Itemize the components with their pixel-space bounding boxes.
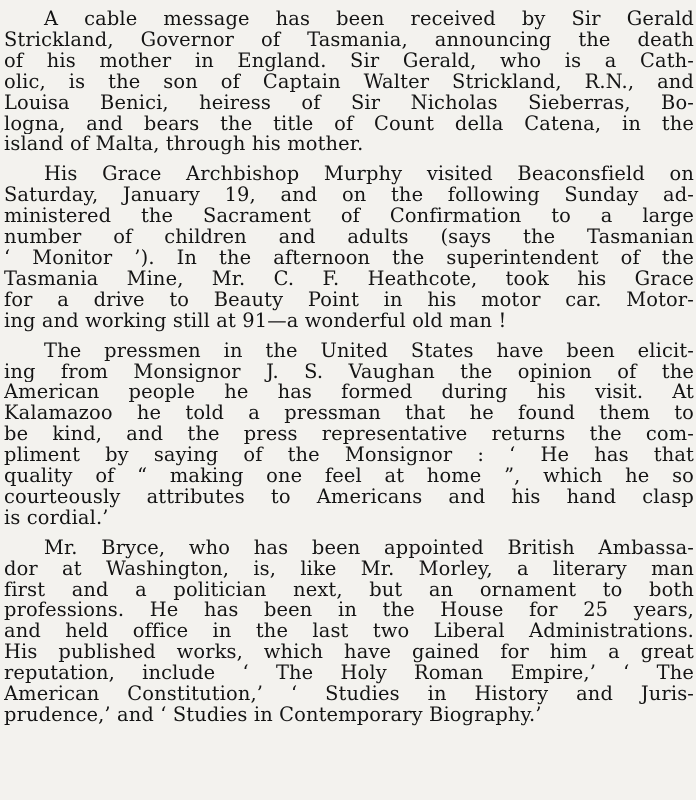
paragraph-vaughan: [4, 341, 692, 529]
text-line: olic, is the son of Captain Walter Strickland, R.N., and: [4, 71, 694, 93]
text-line: Tasmania Mine, Mr. C. F. Heathcote, took his Grace: [4, 268, 694, 290]
text-line: dor at Washington, is, like Mr. Morley, a literary man: [4, 558, 694, 580]
text-line: be kind, and the press representative returns the com-: [4, 424, 694, 446]
text-line: American Constitution,’ ‘ Studies in History and Juris-: [4, 684, 694, 705]
text-line: of his mother in England. Sir Gerald, who is a Cath-: [4, 50, 694, 72]
text-line: A cable message has been received by Sir Gerald: [44, 9, 694, 30]
text-line: logna, and bears the title of Count della Catena, in the: [4, 113, 694, 135]
text-line: professions. He has been in the House for 25 years,: [4, 600, 694, 622]
text-line: Strickland, Governor of Tasmania, announcing the death: [4, 29, 694, 51]
text-line: The pressmen in the United States have been elicit-: [44, 340, 694, 362]
text-line: reputation, include ‘ The Holy Roman Empire,’ ‘ The: [4, 663, 694, 685]
text-line: quality of “ making one feel at home ”, which he so: [4, 466, 694, 487]
text-line: island of Malta, through his mother.: [4, 134, 364, 156]
text-line: ing and working still at 91—a wonderful old man !: [4, 310, 507, 332]
text-line: His published works, which have gained for him a great: [4, 642, 694, 664]
text-line: prudence,’ and ‘ Studies in Contemporary Biography.’: [4, 705, 542, 726]
text-line: for a drive to Beauty Point in his motor car. Motor-: [4, 289, 694, 311]
text-line: Louisa Benici, heiress of Sir Nicholas Sieberras, Bo-: [4, 92, 694, 114]
text-line: pliment by saying of the Monsignor : ‘ He has that: [4, 445, 694, 467]
text-line: courteously attributes to Americans and his hand clasp: [4, 486, 694, 508]
paragraph-archbishop-murphy: [4, 164, 692, 331]
text-line: ministered the Sacrament of Confirmation to a large: [4, 206, 694, 228]
paragraph-bryce: [4, 538, 692, 726]
text-line: number of children and adults (says the Tasmanian: [4, 227, 694, 248]
text-line: Saturday, January 19, and on the following Sunday ad-: [4, 185, 694, 207]
text-line: Kalamazoo he told a pressman that he found them to: [4, 403, 694, 425]
text-line: Mr. Bryce, who has been appointed British Ambassa-: [44, 537, 694, 559]
text-line: ing from Monsignor J. S. Vaughan the opinion of the: [4, 361, 694, 383]
text-line: is cordial.’: [4, 507, 109, 529]
text-line: His Grace Archbishop Murphy visited Beaconsfield on: [44, 164, 694, 186]
text-line: first and a politician next, but an ornament to both: [4, 579, 694, 601]
paragraph-strickland: [4, 9, 692, 155]
text-line: and held office in the last two Liberal Administrations.: [4, 621, 694, 643]
text-line: ‘ Monitor ’). In the afternoon the superintendent of the: [4, 247, 694, 269]
text-line: American people he has formed during his visit. At: [4, 382, 694, 404]
